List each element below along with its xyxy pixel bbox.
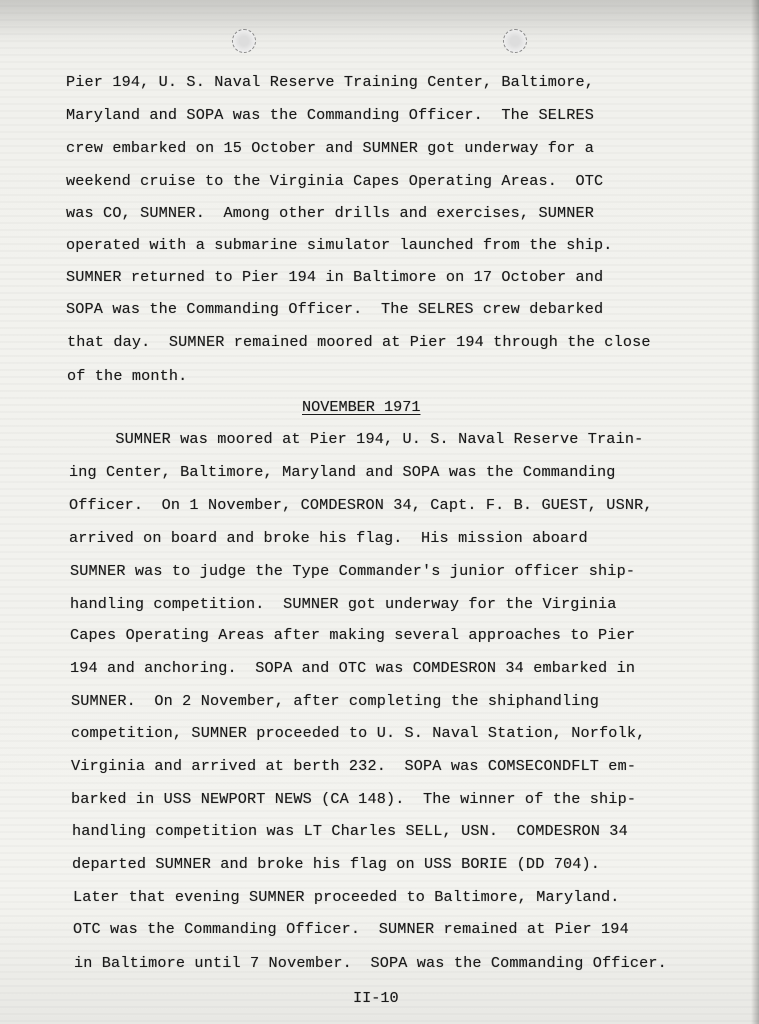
paragraph-2-line-3: Officer. On 1 November, COMDESRON 34, Capt. F. B. GUEST, USNR, <box>69 496 653 514</box>
paragraph-1-line-1: Pier 194, U. S. Naval Reserve Training Center, Baltimore, <box>66 73 595 91</box>
paragraph-1-line-2: Maryland and SOPA was the Commanding Officer. The SELRES <box>66 106 595 124</box>
paragraph-2-line-6: handling competition. SUMNER got underway for the Virginia <box>70 595 617 613</box>
punch-hole-right <box>503 29 527 53</box>
paragraph-1-line-10: of the month. <box>67 367 188 385</box>
paragraph-2-line-9: SUMNER. On 2 November, after completing the shiphandling <box>71 692 600 710</box>
paragraph-2-line-7: Capes Operating Areas after making several approaches to Pier <box>70 626 636 644</box>
paragraph-1-line-6: operated with a submarine simulator launched from the ship. <box>66 236 613 254</box>
paragraph-1-line-9: that day. SUMNER remained moored at Pier 194 through the close <box>67 333 651 351</box>
punch-hole-left <box>232 29 256 53</box>
paragraph-2-line-11: Virginia and arrived at berth 232. SOPA was COMSECONDFLT em- <box>71 757 637 775</box>
paragraph-2-line-12: barked in USS NEWPORT NEWS (CA 148). The winner of the ship- <box>71 790 637 808</box>
paragraph-1-line-3: crew embarked on 15 October and SUMNER got underway for a <box>66 139 595 157</box>
paragraph-1-line-7: SUMNER returned to Pier 194 in Baltimore on 17 October and <box>66 268 604 286</box>
paragraph-2-line-15: Later that evening SUMNER proceeded to Baltimore, Maryland. <box>73 888 620 906</box>
paragraph-2-line-13: handling competition was LT Charles SELL, USN. COMDESRON 34 <box>72 822 628 840</box>
scan-shadow-top <box>0 0 759 40</box>
paragraph-2-line-8: 194 and anchoring. SOPA and OTC was COMDESRON 34 embarked in <box>70 659 636 677</box>
paragraph-1-line-8: SOPA was the Commanding Officer. The SELRES crew debarked <box>66 300 604 318</box>
section-heading: NOVEMBER 1971 <box>302 398 421 416</box>
paragraph-2-line-17: in Baltimore until 7 November. SOPA was the Commanding Officer. <box>74 954 667 972</box>
paragraph-1-line-4: weekend cruise to the Virginia Capes Operating Areas. OTC <box>66 172 604 190</box>
paragraph-2-line-1: SUMNER was moored at Pier 194, U. S. Naval Reserve Train- <box>69 430 644 448</box>
paragraph-2-line-16: OTC was the Commanding Officer. SUMNER remained at Pier 194 <box>73 920 629 938</box>
paragraph-1-line-5: was CO, SUMNER. Among other drills and exercises, SUMNER <box>66 204 595 222</box>
paragraph-2-line-4: arrived on board and broke his flag. His mission aboard <box>69 529 588 547</box>
paragraph-2-line-5: SUMNER was to judge the Type Commander's junior officer ship- <box>70 562 636 580</box>
page-number: II-10 <box>353 989 399 1007</box>
paragraph-2-line-2: ing Center, Baltimore, Maryland and SOPA was the Commanding <box>69 463 616 481</box>
paragraph-2-line-10: competition, SUMNER proceeded to U. S. Naval Station, Norfolk, <box>71 724 646 742</box>
scan-shadow-right <box>751 0 759 1024</box>
paragraph-2-line-14: departed SUMNER and broke his flag on USS BORIE (DD 704). <box>72 855 601 873</box>
